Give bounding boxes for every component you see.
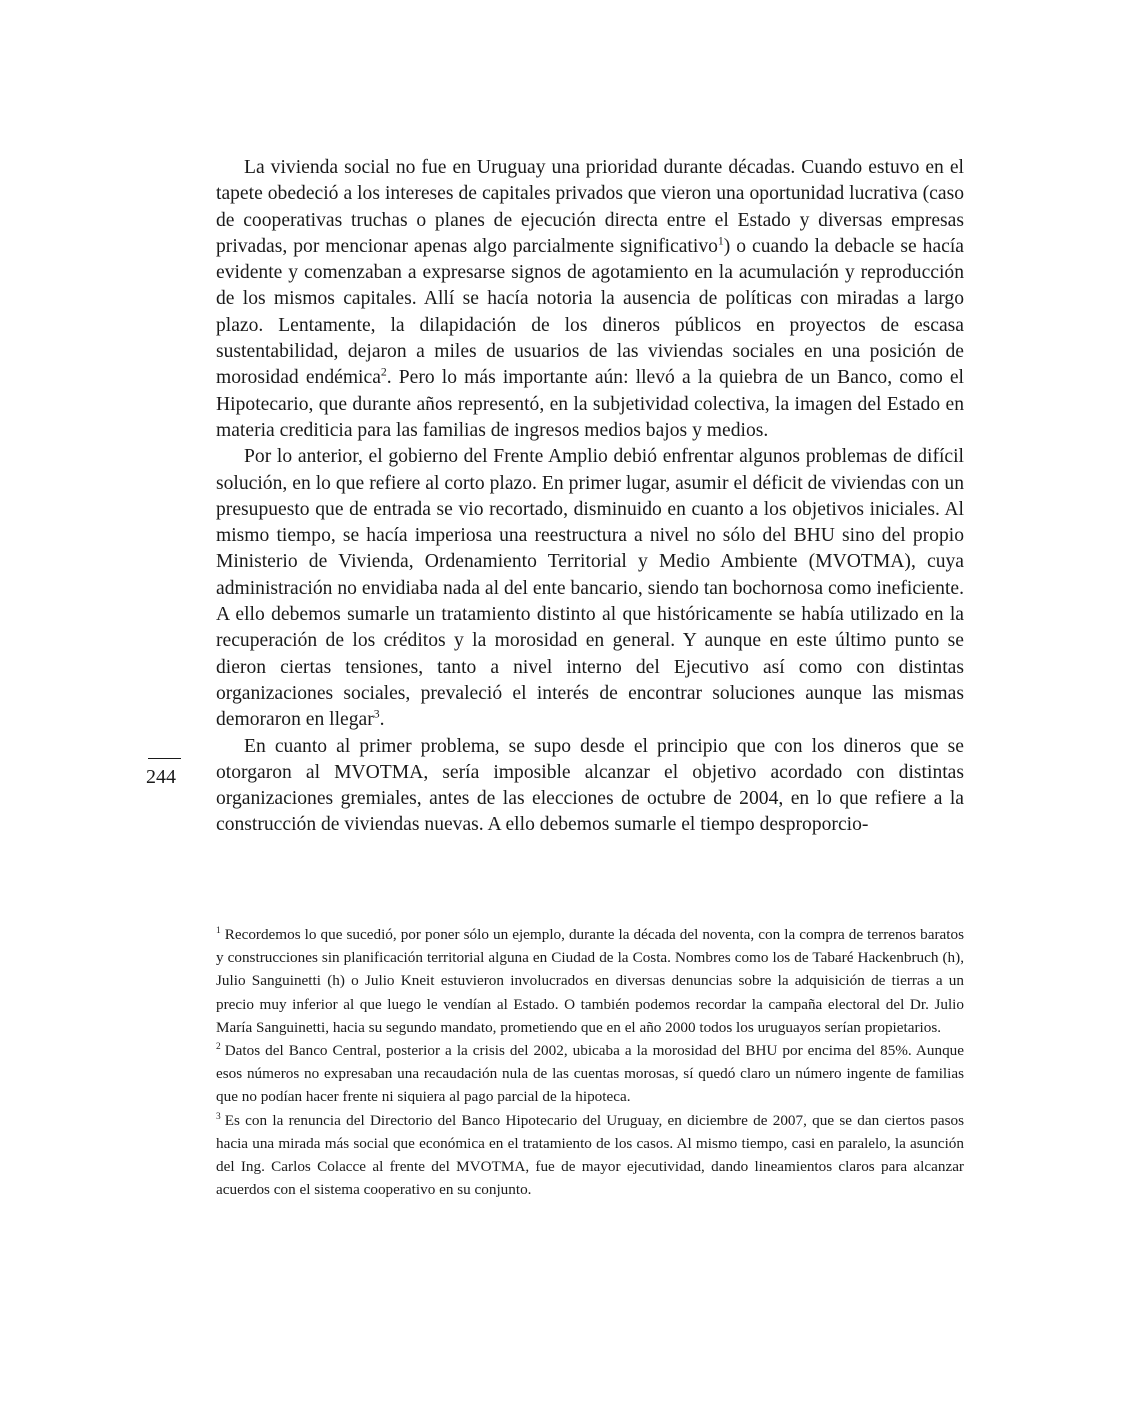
paragraph-2-text-a: Por lo anterior, el gobierno del Frente Amplio debió enfrentar algunos problemas de difícil solución, en lo que refiere al corto plazo. En primer lugar, asumir el déficit de viviendas con un presupuesto que de entrada se vio recortado, disminuido en cuanto a los objetivos iniciales. Al mismo tiempo, se hacía imperiosa una reestructura a nivel no sólo del BHU sino del propio Ministerio de Vivienda, Ordenamiento Territorial y Medio Ambiente (MVOTMA), cuya administración no envidiaba nada al del ente bancario, siendo tan bochornosa como ineficiente. A ello debemos sumarle un tratamiento distinto al que históricamente se había utilizado en la recuperación de los créditos y la morosidad en general. Y aunque en este último punto se dieron ciertas tensiones, tanto a nivel interno del Ejecutivo así como con distintas organizaciones sociales, prevaleció el interés de encontrar soluciones aunque las mismas demoraron en llegar <box>216 446 964 731</box>
paragraph-1-text-c: . Pero lo más importante aún: llevó a la quiebra de un Banco, como el Hipotecario, que durante años representó, en la subjetividad colectiva, la imagen del Estado en materia crediticia para las familias de ingresos medios bajos y medios. <box>216 367 965 441</box>
footnote-ref-3: 3 <box>373 707 380 721</box>
footnote-3-mark: 3 <box>216 1111 221 1122</box>
page-number-rule <box>148 758 181 759</box>
paragraph-2 <box>216 444 964 733</box>
footnote-2-text: Datos del Banco Central, posterior a la crisis del 2002, ubicaba a la morosidad del BHU por encima del 85%. Aunque esos números no expresaban una recaudación nula de las cuentas morosas, sí quedó claro un número ingente de familias que no podían hacer frente ni siquiera al pago parcial de la hipoteca. <box>216 1042 964 1106</box>
footnote-1-text: Recordemos lo que sucedió, por poner sólo un ejemplo, durante la década del noventa, con la compra de terrenos baratos y construcciones sin planificación territorial alguna en Ciudad de la Costa. Nombres como los de Tabaré Hackenbruch (h), Julio Sanguinetti (h) o Julio Kneit estuvieron involucrados en diversas denuncias sobre la adquisición de tierras a un precio muy inferior al que luego le vendían al Estado. O también podemos recordar la campaña electoral del Dr. Julio María Sanguinetti, hacia su segundo mandato, prometiendo que en el año 2000 todos los uruguayos serían propietarios. <box>216 926 964 1036</box>
footnote-ref-2: 2 <box>380 365 387 379</box>
page-number: 244 <box>146 766 176 788</box>
paragraph-1-text-a: La vivienda social no fue en Uruguay una prioridad durante décadas. Cuando estuvo en el tapete obedeció a los intereses de capitales privados que vieron una oportunidad lucrativa (caso de cooperativas truchas o planes de ejecución directa entre el Estado y diversas empresas privadas, por mencionar apenas algo parcialmente significativo <box>216 157 964 257</box>
paragraph-2-text-b: . <box>379 709 385 731</box>
paragraph-1-text-b: ) o cuando la debacle se hacía evidente y comenzaban a expresarse signos de agotamiento en la acumulación y reproducción de los mismos capitales. Allí se hacía notoria la ausencia de políticas con miradas a largo plazo. Lentamente, la dilapidación de los dineros públicos en proyectos de escasa sustentabilidad, dejaron a miles de usuarios de las viviendas sociales en una posición de morosidad endémica <box>216 235 964 389</box>
footnote-ref-1: 1 <box>717 234 724 248</box>
body-text <box>216 155 964 839</box>
footnote-2 <box>216 1039 964 1109</box>
footnote-1-mark: 1 <box>216 926 221 937</box>
paragraph-3 <box>216 734 964 839</box>
footnotes <box>216 923 964 1201</box>
footnote-3-text: Es con la renuncia del Directorio del Banco Hipotecario del Uruguay, en diciembre de 2007, que se dan ciertos pasos hacia una mirada más social que económica en el tratamiento de los casos. Al mismo tiempo, casi en paralelo, la asunción del Ing. Carlos Colacce al frente del MVOTMA, fue de mayor ejecutividad, dando lineamientos claros para alcanzar acuerdos con el sistema cooperativo en su conjunto. <box>216 1111 964 1199</box>
footnote-3 <box>216 1109 964 1202</box>
paragraph-3-text: En cuanto al primer problema, se supo desde el principio que con los dineros que se otorgaron al MVOTMA, sería imposible alcanzar el objetivo acordado con distintas organizaciones gremiales, antes de las elecciones de octubre de 2004, en lo que refiere a la construcción de viviendas nuevas. A ello debemos sumarle el tiempo desproporcio- <box>216 735 964 836</box>
paragraph-1 <box>216 155 964 444</box>
footnote-1 <box>216 923 964 1039</box>
footnote-2-mark: 2 <box>216 1042 221 1053</box>
